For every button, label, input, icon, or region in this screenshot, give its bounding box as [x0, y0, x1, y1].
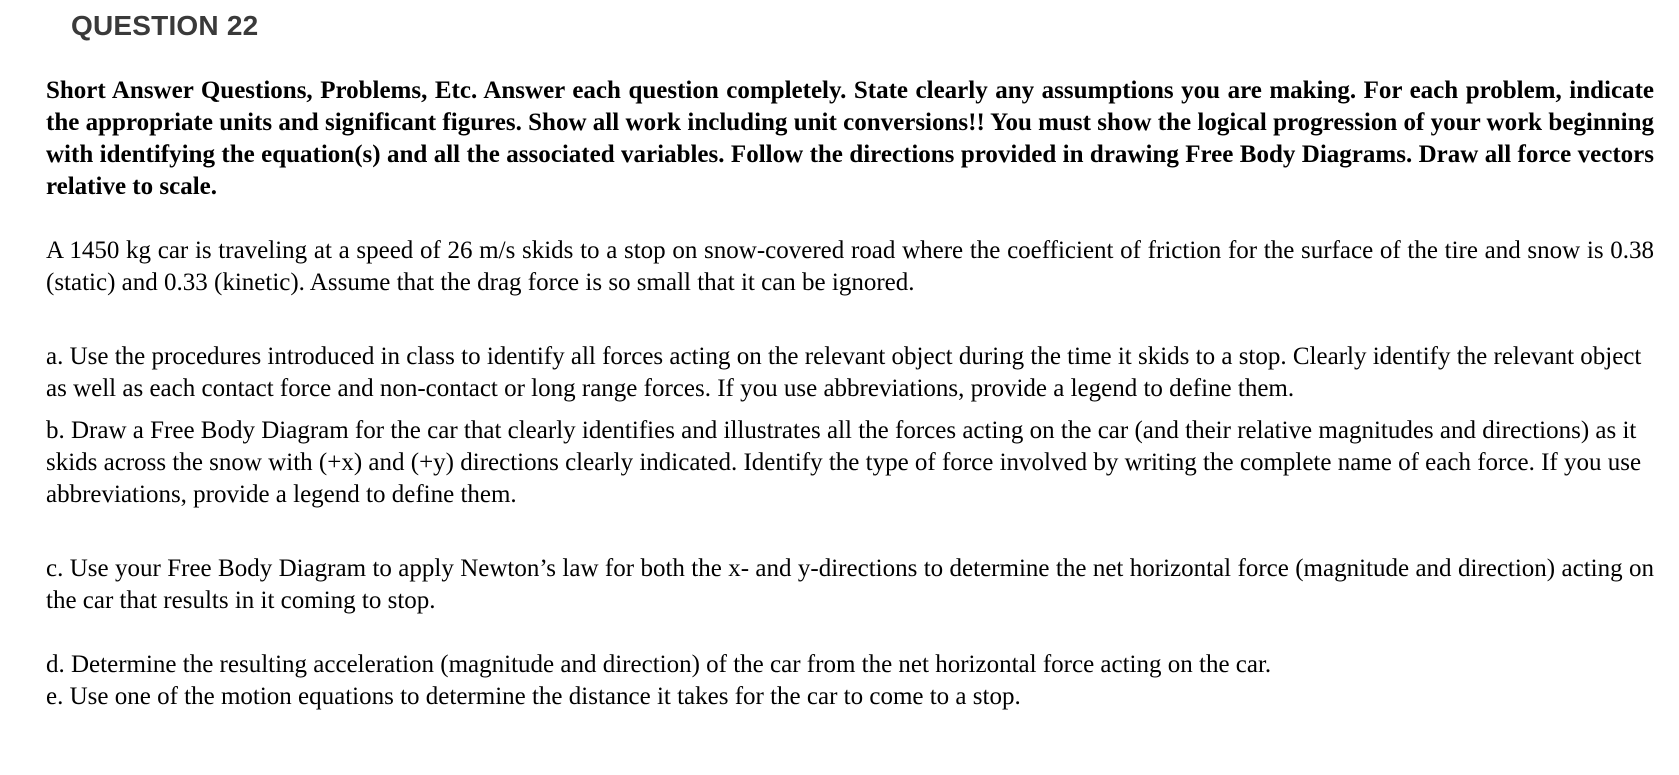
- problem-statement: A 1450 kg car is traveling at a speed of 26 m/s skids to a stop on snow-covered road where the coefficient of friction for the surface of the tire and snow is 0.38 (static) and 0.33 (kinetic). Assume that the drag force is so small that it can be ignored.: [46, 237, 1654, 296]
- part-b: b. Draw a Free Body Diagram for the car that clearly identifies and illustrates all the forces acting on the car (and their relative magnitudes and directions) as it skids across the snow with (+x) and (+y) directions clearly indicated. Identify the type of force involved by writing the complete name of each force. If you use abbreviations, provide a legend to define them.: [46, 417, 1642, 508]
- part-d: d. Determine the resulting acceleration (magnitude and direction) of the car from the net horizontal force acting on the car.: [46, 651, 1272, 678]
- question-content: [46, 75, 1654, 713]
- question-title: QUESTION 22: [71, 10, 259, 41]
- instructions-paragraph: Short Answer Questions, Problems, Etc. Answer each question completely. State clearly any assumptions you are making. For each problem, indicate the appropriate units and significant figures. Show all work including unit conversions!! You must show the logical progression of your work beginning with identifying the equation(s) and all the associated variables. Follow the directions provided in drawing Free Body Diagrams. Draw all force vectors relative to scale.: [46, 77, 1654, 200]
- part-a: a. Use the procedures introduced in class to identify all forces acting on the relevant object during the time it skids to a stop. Clearly identify the relevant object as well as each contact force and non-contact or long range forces. If you use abbreviations, provide a legend to define them.: [46, 343, 1642, 402]
- part-e: e. Use one of the motion equations to determine the distance it takes for the car to come to a stop.: [46, 683, 1021, 710]
- part-c: c. Use your Free Body Diagram to apply Newton’s law for both the x- and y-directions to determine the net horizontal force (magnitude and direction) acting on the car that results in it coming to stop.: [46, 555, 1654, 614]
